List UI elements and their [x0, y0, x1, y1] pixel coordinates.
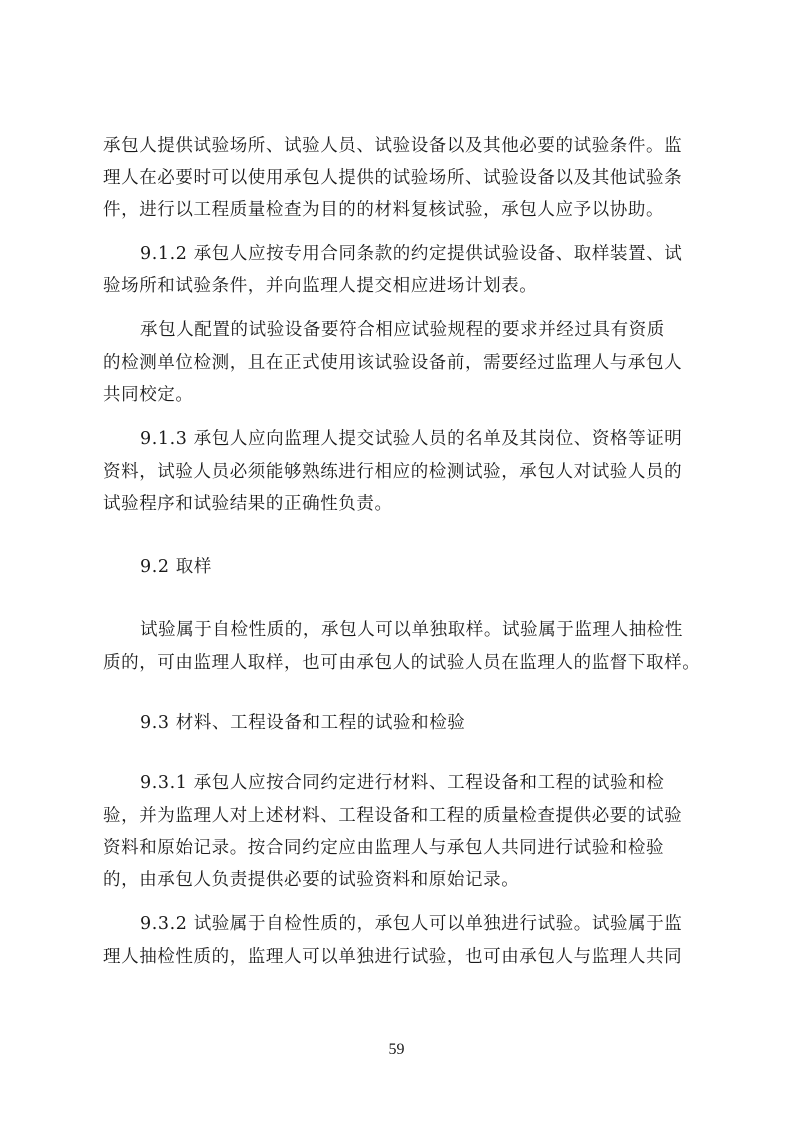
- paragraph-equipment-line-2: 的检测单位检测，且在正式使用该试验设备前，需要经过监理人与承包人: [103, 353, 683, 373]
- clause-9-1-3-line-2: 资料，试验人员必须能够熟练进行相应的检测试验，承包人对试验人员的: [103, 462, 683, 482]
- paragraph-equipment-line-3: 共同校定。: [103, 385, 194, 405]
- paragraph-sampling-line-1: 试验属于自检性质的，承包人可以单独取样。试验属于监理人抽检性: [140, 620, 683, 640]
- clause-9-1-2-line-2: 验场所和试验条件，并向监理人提交相应进场计划表。: [103, 276, 538, 296]
- paragraph-sampling-line-2: 质的，可由监理人取样，也可由承包人的试验人员在监理人的监督下取样。: [103, 653, 701, 673]
- clause-9-1-3-line-1: 9.1.3 承包人应向监理人提交试验人员的名单及其岗位、资格等证明: [140, 429, 683, 449]
- section-9-2-heading: 9.2 取样: [140, 557, 212, 577]
- text-line-3: 件，进行以工程质量检查为目的的材料复核试验，承包人应予以协助。: [103, 200, 665, 220]
- clause-9-3-1-line-4: 的，由承包人负责提供必要的试验资料和原始记录。: [103, 870, 520, 890]
- text-line-1: 承包人提供试验场所、试验人员、试验设备以及其他必要的试验条件。监: [103, 136, 683, 156]
- clause-9-3-2-line-2: 理人抽检性质的，监理人可以单独进行试验，也可由承包人与监理人共同: [103, 947, 683, 967]
- clause-9-3-1-line-1: 9.3.1 承包人应按合同约定进行材料、工程设备和工程的试验和检: [140, 773, 665, 793]
- section-9-3-heading: 9.3 材料、工程设备和工程的试验和检验: [140, 713, 466, 733]
- paragraph-equipment-line-1: 承包人配置的试验设备要符合相应试验规程的要求并经过具有资质: [140, 320, 665, 340]
- clause-9-1-3-line-3: 试验程序和试验结果的正确性负责。: [103, 494, 393, 514]
- clause-9-3-1-line-2: 验，并为监理人对上述材料、工程设备和工程的质量检查提供必要的试验: [103, 806, 683, 826]
- clause-9-1-2-line-1: 9.1.2 承包人应按专用合同条款的约定提供试验设备、取样装置、试: [140, 244, 683, 264]
- page-number: 59: [388, 1041, 405, 1058]
- text-line-2: 理人在必要时可以使用承包人提供的试验场所、试验设备以及其他试验条: [103, 168, 683, 188]
- clause-9-3-1-line-3: 资料和原始记录。按合同约定应由监理人与承包人共同进行试验和检验: [103, 838, 665, 858]
- clause-9-3-2-line-1: 9.3.2 试验属于自检性质的，承包人可以单独进行试验。试验属于监: [140, 914, 683, 934]
